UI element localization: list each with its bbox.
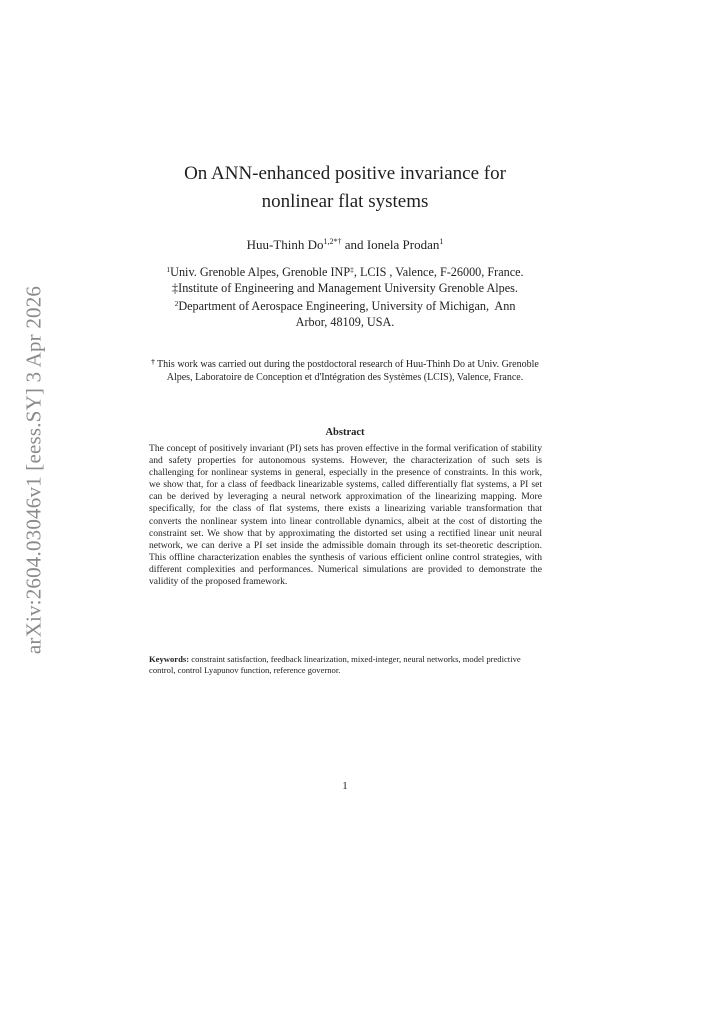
- title-line-2: nonlinear flat systems: [261, 191, 429, 212]
- title-line-1: On ANN-enhanced positive invariance for: [184, 163, 506, 184]
- arxiv-identifier[interactable]: arXiv:2604.03046v1 [eess.SY] 3 Apr 2026: [21, 285, 46, 655]
- paper-title: [120, 160, 570, 216]
- affiliation-2: [120, 296, 570, 314]
- affiliation-2-text: Department of Aerospace Engineering, University of Michigan, Ann: [178, 299, 516, 313]
- affiliation-1-text-2: , LCIS , Valence, F-26000, France.: [353, 265, 524, 279]
- affiliation-1-mark-2: ‡: [350, 265, 354, 274]
- footnote-text: This work was carried out during the postdoctoral research of Huu-Thinh Do at Univ. Grenoble Alpes, Laboratoire de Conception et d'Intégration des Systèmes (LCIS), Valence, France.: [154, 359, 539, 383]
- footnote-mark: †: [151, 358, 155, 366]
- author-1-name: Huu-Thinh Do: [246, 237, 324, 252]
- affiliation-2-mark: 2: [174, 299, 179, 308]
- author-2-name: Ionela Prodan: [366, 237, 440, 252]
- affiliation-1-text: Univ. Grenoble Alpes, Grenoble INP: [170, 265, 351, 279]
- keywords: [149, 654, 542, 676]
- author-2-marks: 1: [439, 237, 444, 246]
- author-connector: and: [341, 237, 367, 252]
- keywords-text: constraint satisfaction, feedback linearization, mixed-integer, neural networks, model predictive control, control Lyapunov function, reference governor.: [149, 654, 521, 675]
- author-list: [120, 234, 570, 253]
- abstract-heading: Abstract: [325, 427, 365, 438]
- abstract-body: The concept of positively invariant (PI) sets has proven effective in the formal verification of stability and safety properties for autonomous systems. However, the characterization of such sets is challenging for nonlinear systems in general, especially in the presence of constraints. In this work, we show that, for a class of feedback linearizable systems, called differentially flat systems, a PI set can be derived by leveraging a neural network approximation of the linearizing mapping. More specifically, for the class of flat systems, there exists a linearizing variable transformation that converts the nonlinear system into linear controllable dynamics, albeit at the cost of distorting the constraint set. We show that by approximating the distorted set using a rectified linear unit neural network, we can derive a PI set inside the admissible domain through its set-theoretic description. This offline characterization enables the synthesis of various efficient online control strategies, with different complexities and performances. Numerical simulations are provided to demonstrate the validity of the proposed framework.: [149, 443, 542, 588]
- keywords-label: Keywords:: [149, 654, 190, 664]
- affiliation-2-cont: Arbor, 48109, USA.: [295, 315, 395, 329]
- author-1-marks: 1,2*†: [323, 237, 342, 246]
- page-number: 1: [342, 780, 348, 792]
- affiliation-1: [120, 262, 570, 280]
- affiliation-1-mark: 1: [166, 265, 171, 274]
- funding-footnote: [140, 356, 550, 384]
- affiliation-dagger: ‡Institute of Engineering and Management University Grenoble Alpes.: [172, 281, 518, 295]
- affiliations: [120, 262, 570, 330]
